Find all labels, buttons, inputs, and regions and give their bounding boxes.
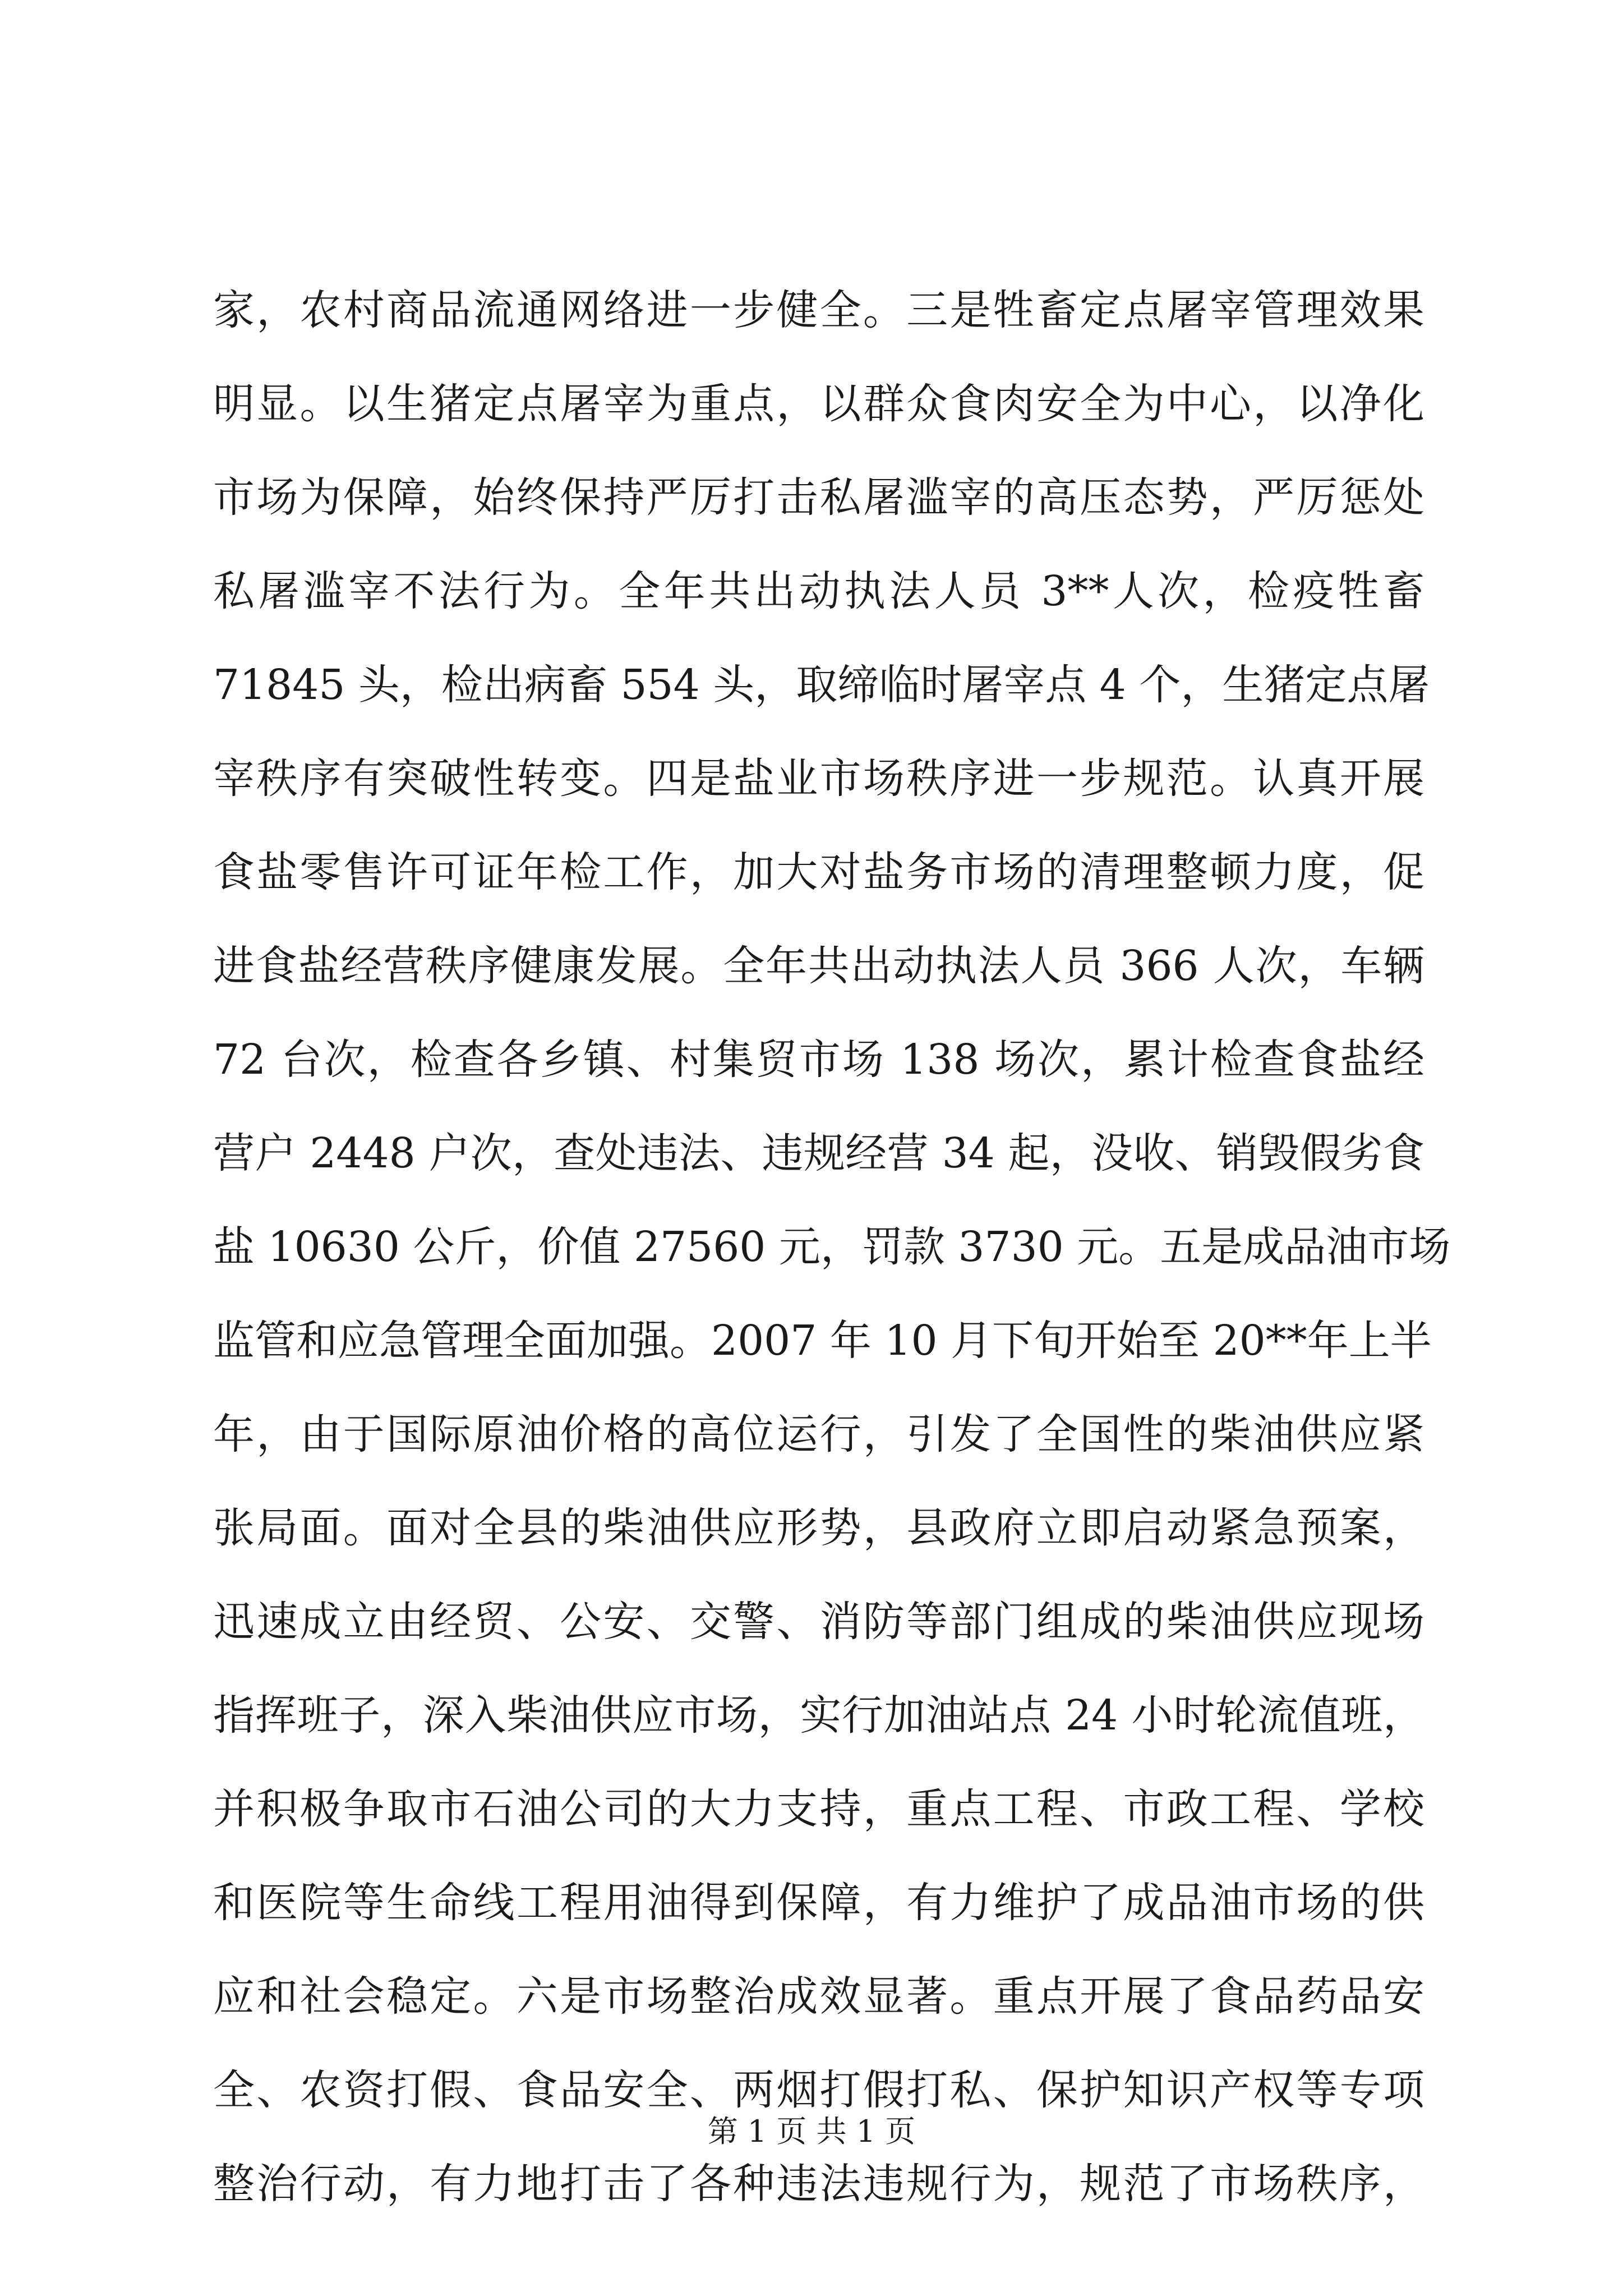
text-line: 并积极争取市石油公司的大力支持，重点工程、市政工程、学校 — [213, 1785, 1424, 1833]
text-line: 张局面。面对全县的柴油供应形势，县政府立即启动紧急预案， — [213, 1504, 1424, 1552]
body-paragraph — [213, 264, 1451, 2231]
text-line: 指挥班子，深入柴油供应市场，实行加油站点 24 小时轮流值班， — [213, 1691, 1424, 1740]
page-number-footer: 第 1 页 共 1 页 — [707, 2114, 916, 2149]
text-line: 宰秩序有突破性转变。四是盐业市场秩序进一步规范。认真开展 — [213, 754, 1424, 803]
text-line: 私屠滥宰不法行为。全年共出动执法人员 3**人次，检疫牲畜 — [213, 567, 1424, 615]
text-line: 应和社会稳定。六是市场整治成效显著。重点开展了食品药品安 — [213, 1972, 1424, 2021]
text-line: 市场为保障，始终保持严厉打击私屠滥宰的高压态势，严厉惩处 — [213, 473, 1424, 522]
text-line: 家，农村商品流通网络进一步健全。三是牲畜定点屠宰管理效果 — [213, 286, 1424, 334]
text-line: 盐 10630 公斤，价值 27560 元，罚款 3730 元。五是成品油市场 — [213, 1223, 1451, 1271]
text-line: 年，由于国际原油价格的高位运行，引发了全国性的柴油供应紧 — [213, 1410, 1424, 1458]
text-line: 明显。以生猪定点屠宰为重点，以群众食肉安全为中心，以净化 — [213, 380, 1424, 428]
text-line: 食盐零售许可证年检工作，加大对盐务市场的清理整顿力度，促 — [213, 848, 1424, 896]
text-line: 和医院等生命线工程用油得到保障，有力维护了成品油市场的供 — [213, 1879, 1424, 1927]
text-line: 整治行动，有力地打击了各种违法违规行为，规范了市场秩序， — [213, 2160, 1424, 2208]
text-line: 71845 头，检出病畜 554 头，取缔临时屠宰点 4 个，生猪定点屠 — [213, 661, 1430, 709]
text-line: 监管和应急管理全面加强。2007 年 10 月下旬开始至 20**年上半 — [213, 1317, 1432, 1365]
text-line: 迅速成立由经贸、公安、交警、消防等部门组成的柴油供应现场 — [213, 1598, 1424, 1646]
text-line: 全、农资打假、食品安全、两烟打假打私、保护知识产权等专项 — [213, 2066, 1424, 2114]
text-line: 进食盐经营秩序健康发展。全年共出动执法人员 366 人次，车辆 — [213, 942, 1424, 990]
text-line: 72 台次，检查各乡镇、村集贸市场 138 场次，累计检查食盐经 — [213, 1036, 1424, 1084]
text-line: 营户 2448 户次，查处违法、违规经营 34 起，没收、销毁假劣食 — [213, 1129, 1424, 1177]
